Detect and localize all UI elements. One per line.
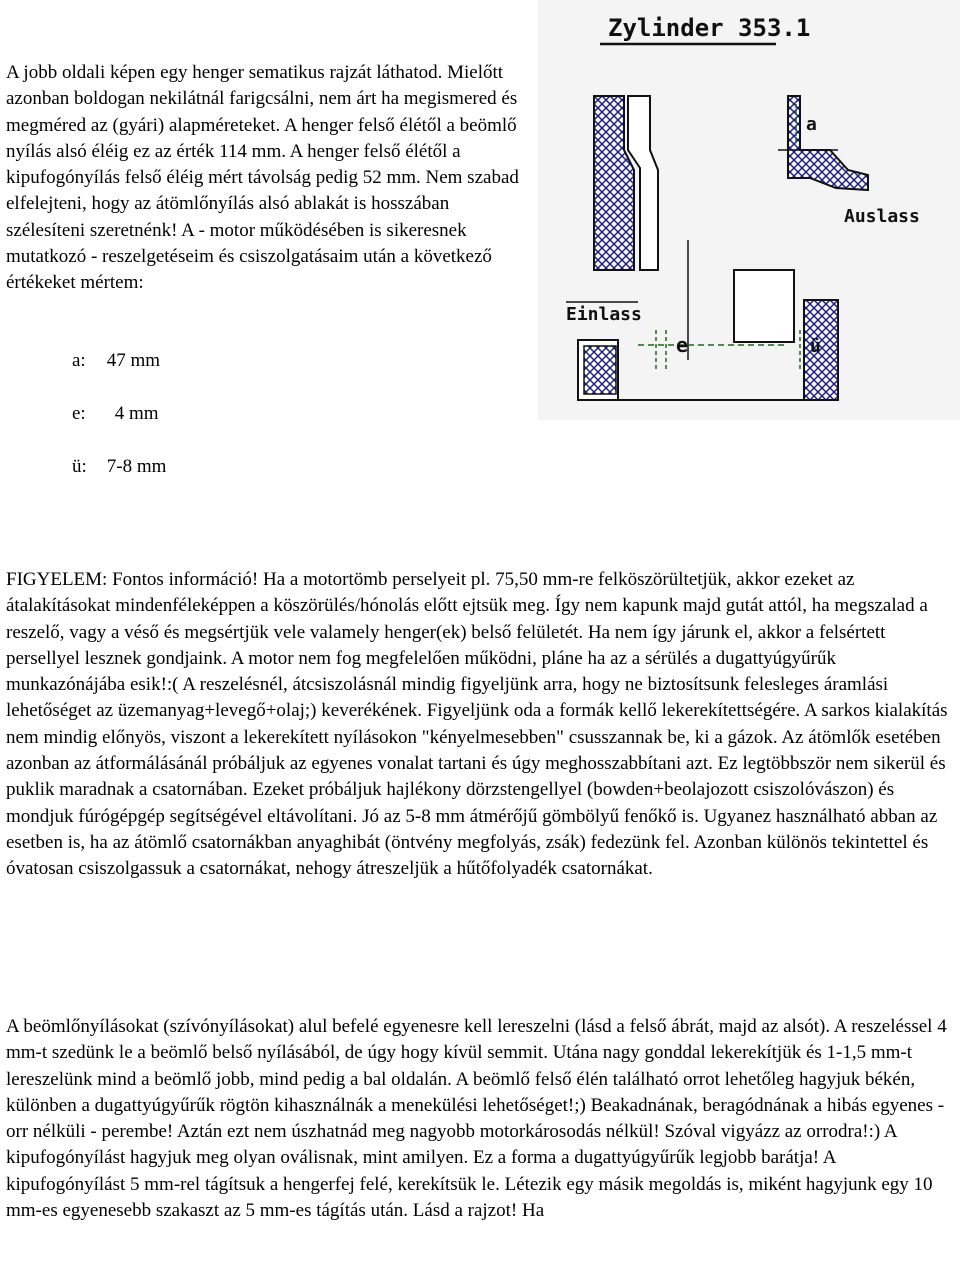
inlet-hatched-block — [584, 346, 616, 394]
measurement-a-value: 47 mm — [106, 350, 161, 371]
measurement-u-value: 7-8 mm — [106, 456, 167, 477]
label-a: a — [806, 114, 817, 135]
warning-text: FIGYELEM: Fontos információ! Ha a motortömb perselyeit pl. 75,50 mm-re felköszörültetjük, akkor ezeket az átalakításokat mindenféleképpen a köszörülés/hónolás előtt ejtsük meg. Így nem kapunk majd gutát attól, ha megszalad a reszelő, vagy a véső és megsértjük vele valamely henger(ek) belső felületét. Ha nem így járunk el, akkor a felsértett persellyel lesznek gondjaink. A motor nem fog megfelelően működni, pláne ha az a sérülés a dugattyúgyűrűk munkazónájába esik!:( A reszelésnél, átcsiszolásnál mindig figyeljünk arra, hogy ne biztosítsunk felesleges áramlási lehetőséget az üzemanyag+levegő+olaj;) keverékének. Figyeljünk oda a formák kellő lekerekítettségére. A sarkos kialakítás nem mindig előnyös, viszont a lekerekített nyílásokon "kényelmesebben" csusszannak be, ki a gázok. Az átömlők esetében azonban az átformálásánál próbáljuk az egyenes vonalat tartani és úgy meghosszabbítani azt. Ez legtöbbször nem sikerül és puklik maradnak a csatornában. Ezeket próbáljuk hajlékony dörzstengellyel (bowden+beolajozott csiszolóvászon) és mondjuk fúrógépgép segítségével eltávolítani. Jó az 5-8 mm átmérőjű gömbölyű fenőkő is. Ugyanez használható abban az esetben is, ha az átömlő csatornákban anyaghibát (öntvény megfolyás, zsák) fedezünk fel. Azonban különös tekintettel és óvatosan csiszolgassuk a csatornákat, nehogy átreszeljük a hűtőfolyadék csatornákat. — [6, 569, 948, 880]
measurement-e — [72, 401, 159, 427]
intro-paragraph — [6, 60, 531, 297]
intro-text: A jobb oldali képen egy henger sematikus rajzát láthatod. Mielőtt azonban boldogan nekilátnál farigcsálni, nem árt ha megismered és megméred az (gyári) alapméreteket. A henger felső élétől a beömlő nyílás alsó éléig ez az érték 114 mm. A henger felső élétől a kipufogónyílás felső éléig mért távolság pedig 52 mm. Nem szabad elfelejteni, hogy az átömlőnyílás alsó ablakát is hosszában szélesíteni szeretnénk! A - motor működésében is sikeresnek mutatkozó - reszelgetéseim és csiszolgatásaim után a következő értékeket mértem: — [6, 62, 519, 294]
label-e: e — [676, 333, 689, 357]
figure-title: Zylinder 353.1 — [608, 14, 811, 42]
measurement-u-label: ü: — [72, 456, 87, 477]
measurement-e-value: 4 mm — [114, 403, 159, 424]
label-u: ü — [810, 336, 821, 357]
label-auslass: Auslass — [844, 206, 920, 227]
measurement-u — [72, 454, 166, 480]
measurement-e-label: e: — [72, 403, 86, 424]
transfer-port-window — [734, 270, 794, 342]
measurement-a — [72, 348, 160, 374]
cylinder-sketch — [538, 0, 960, 420]
label-einlass: Einlass — [566, 304, 642, 325]
cylinder-sketch-figure — [538, 0, 960, 420]
second-text: A beömlőnyílásokat (szívónyílásokat) alul befelé egyenesre kell lereszelni (lásd a felső ábrát, majd az alsót). A reszeléssel 4 mm-t szedünk le a beömlő belső nyílásából, de úgy hogy kívül semmit. Utána nagy gonddal lekerekítjük és 1-1,5 mm-t lereszelünk mind a beömlő jobb, mind pedig a bal oldalán. A beömlő felső élén található orrot lehetőleg hagyjuk békén, különben a dugattyúgyűrűk rögtön kihasználnák a menekülési lehetőséget!;) Beakadnának, beragódnának a hibás egyenes - orr nélküli - perembe! Aztán ezt nem úszhatnád meg nagyobb motorkárosodás nélkül! Szóval vigyázz az orrodra!:) A kipufogónyílást hagyjuk meg olyan oválisnak, mint amilyen. Ez a forma a dugattyúgyűrűk legjobb barátja! A kipufogónyílást 5 mm-rel tágítsuk a hengerfej felé, kerekítsük le. Létezik egy másik megoldás is, miként hagyjunk egy 10 mm-es egyenesebb szakaszt az 5 mm-es tágítás után. Lásd a rajzot! Ha — [6, 1016, 947, 1222]
second-paragraph — [6, 1014, 956, 1224]
warning-paragraph — [6, 567, 956, 883]
measurement-a-label: a: — [72, 350, 86, 371]
